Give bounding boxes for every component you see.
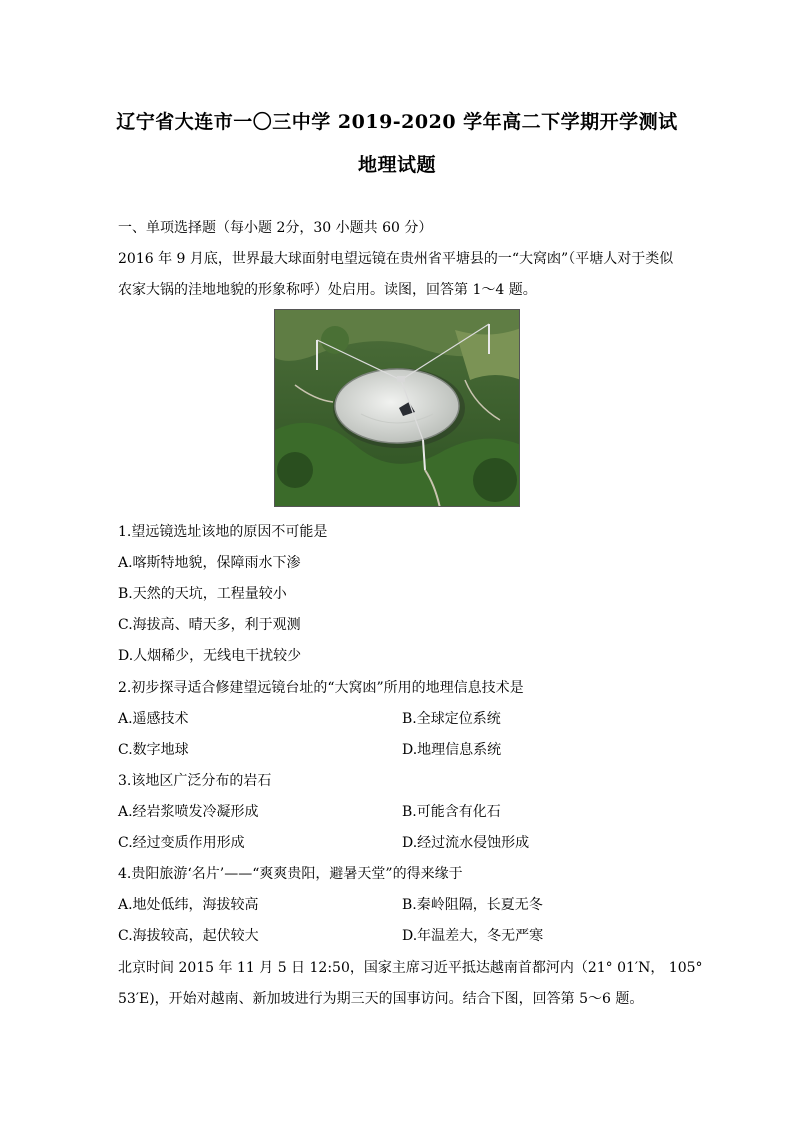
exam-title: 辽宁省大连市一〇三中学 2019-2020 学年高二下学期开学测试 [116, 111, 678, 133]
telescope-photo-illustration [275, 310, 520, 507]
option-b: B.可能含有化石 [402, 804, 501, 820]
question-stem: 4.贵阳旅游‘名片’——“爽爽贵阳，避暑天堂”的得来缘于 [118, 866, 463, 882]
option-b: B.全球定位系统 [402, 711, 501, 727]
option-d: D.年温差大，冬无严寒 [402, 928, 544, 944]
option-d: D.人烟稀少，无线电干扰较少 [118, 648, 302, 664]
option-b: B.秦岭阻隔，长夏无冬 [402, 897, 543, 913]
option-a: A.地处低纬，海拔较高 [118, 897, 259, 913]
intro-passage-line: 农家大锅的洼地地貌的形象称呼）处启用。读图，回答第 1～4 题。 [118, 282, 537, 298]
intro-passage-line: 2016 年 9 月底，世界最大球面射电望远镜在贵州省平塘县的一“大窝凼”（平塘人对于类似 [118, 251, 674, 267]
option-c: C.海拔较高，起伏较大 [118, 928, 259, 944]
intro-passage-line: 北京时间 2015 年 11 月 5 日 12:50，国家主席习近平抵达越南首都河内（21° 01′N， 105° [118, 960, 703, 976]
question-stem: 2.初步探寻适合修建望远镜台址的“大窝凼”所用的地理信息技术是 [118, 680, 524, 696]
option-c: C.经过变质作用形成 [118, 835, 245, 851]
option-a: A.喀斯特地貌，保障雨水下渗 [118, 555, 301, 571]
option-d: D.地理信息系统 [402, 742, 502, 758]
option-d: D.经过流水侵蚀形成 [402, 835, 530, 851]
option-c: C.海拔高、晴天多，利于观测 [118, 617, 301, 633]
intro-passage-line: 53′E)，开始对越南、新加坡进行为期三天的国事访问。结合下图，回答第 5～6 题。 [118, 991, 644, 1007]
option-a: A.遥感技术 [118, 711, 189, 727]
option-c: C.数字地球 [118, 742, 189, 758]
section-heading: 一、单项选择题（每小题 2分，30 小题共 60 分） [118, 220, 433, 236]
telescope-photo [274, 309, 520, 507]
exam-subtitle: 地理试题 [357, 154, 436, 176]
option-b: B.天然的天坑，工程量较小 [118, 586, 287, 602]
question-stem: 1.望远镜选址该地的原因不可能是 [118, 524, 328, 540]
question-stem: 3.该地区广泛分布的岩石 [118, 773, 272, 789]
option-a: A.经岩浆喷发冷凝形成 [118, 804, 259, 820]
